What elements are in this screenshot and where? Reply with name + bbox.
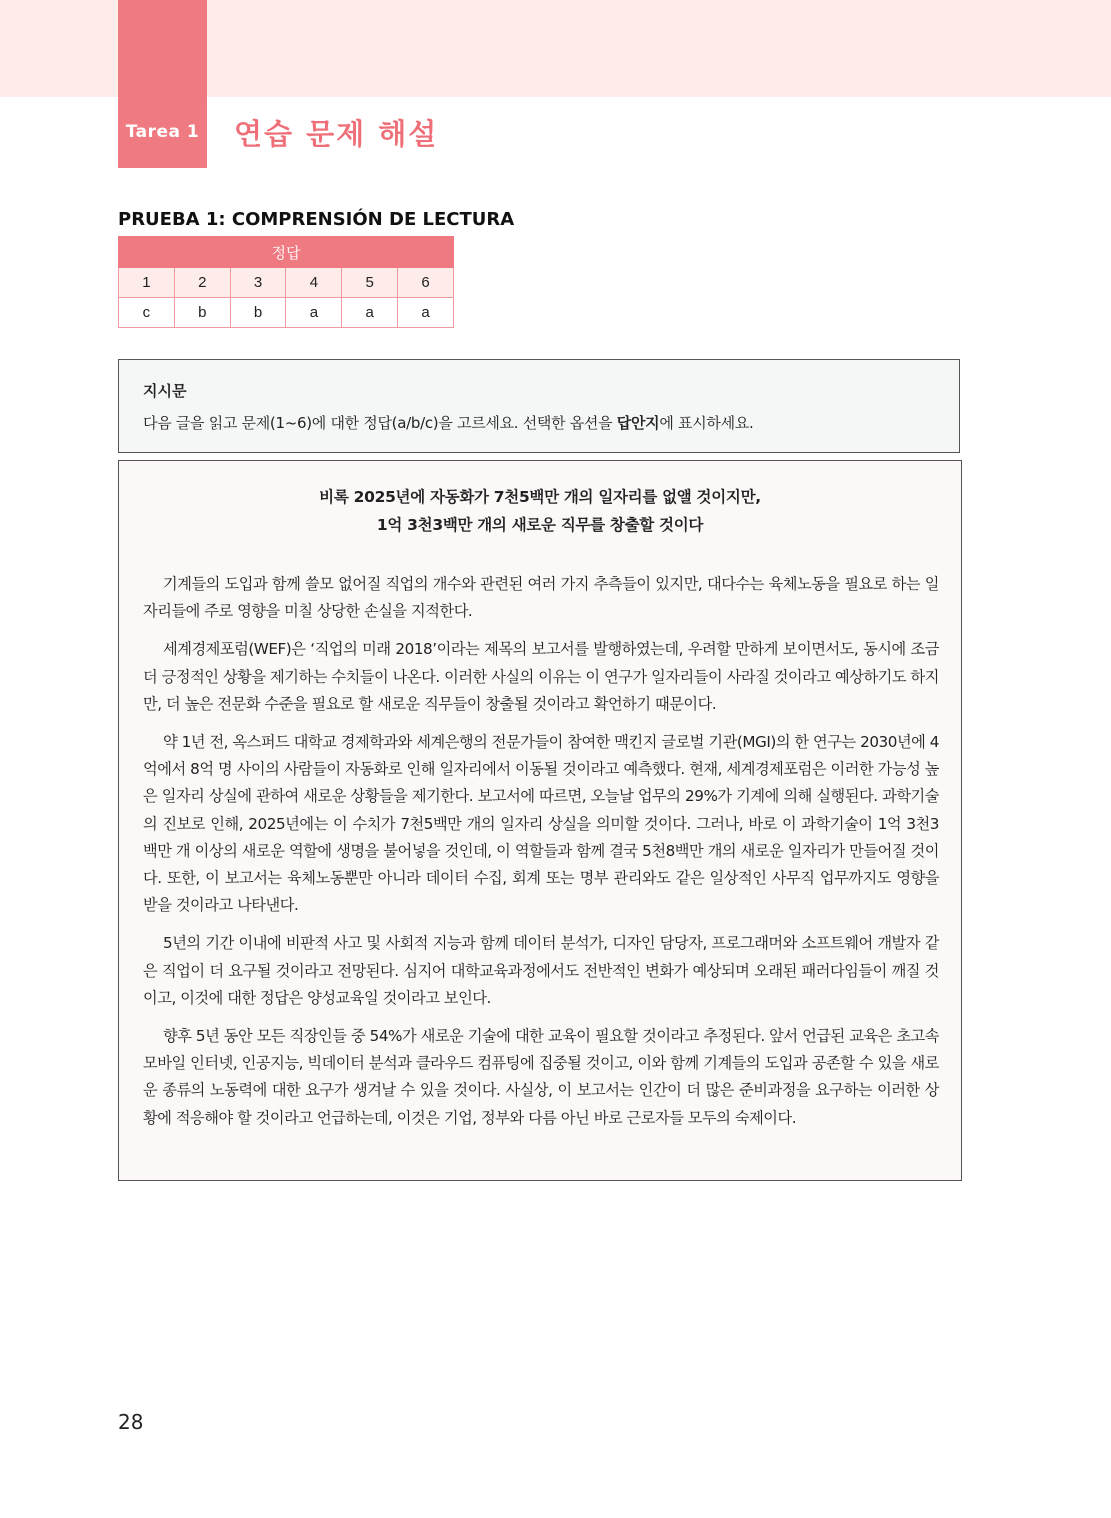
question-number-row xyxy=(119,268,454,298)
question-number: 4 xyxy=(286,268,342,298)
answer-cell: a xyxy=(286,298,342,328)
tarea-label: Tarea 1 xyxy=(125,122,200,142)
question-number: 2 xyxy=(174,268,230,298)
instructions-title: 지시문 xyxy=(143,382,187,400)
answer-cell: b xyxy=(174,298,230,328)
instructions-text-before: 다음 글을 읽고 문제(1~6)에 대한 정답(a/b/c)을 고르세요. 선택한 옵션을 xyxy=(143,414,617,432)
answer-cell: a xyxy=(398,298,454,328)
question-number: 3 xyxy=(230,268,286,298)
answer-row xyxy=(119,298,454,328)
headline-line-1: 비록 2025년에 자동화가 7천5백만 개의 일자리를 없앨 것이지만, xyxy=(319,488,761,506)
answer-table xyxy=(118,236,454,328)
answer-cell: a xyxy=(342,298,398,328)
instructions-text xyxy=(143,412,753,433)
question-number: 6 xyxy=(398,268,454,298)
passage-body xyxy=(143,571,939,1143)
headline-line-2: 1억 3천3백만 개의 새로운 직무를 창출할 것이다 xyxy=(376,516,704,534)
paragraph: 5년의 기간 이내에 비판적 사고 및 사회적 지능과 함께 데이터 분석가, 디자인 담당자, 프로그래머와 소프트웨어 개발자 같은 직업이 더 요구될 것이라고 전망된다. 심지어 대학교육과정에서도 전반적인 변화가 예상되며 오래된 패러다임들이 깨질 것이고, 이것에 대한 정답은 양성교육일 것이라고 보인다. xyxy=(143,934,939,1007)
instructions-text-after: 에 표시하세요. xyxy=(659,414,754,432)
question-number: 5 xyxy=(342,268,398,298)
instructions-text-bold: 답안지 xyxy=(616,414,660,432)
passage-headline xyxy=(119,483,961,539)
section-title: 연습 문제 해설 xyxy=(234,117,439,151)
answer-cell: b xyxy=(230,298,286,328)
reading-passage xyxy=(118,460,962,1181)
question-number: 1 xyxy=(119,268,175,298)
answer-cell: c xyxy=(119,298,175,328)
paragraph: 세계경제포럼(WEF)은 ‘직업의 미래 2018’이라는 제목의 보고서를 발행하였는데, 우려할 만하게 보이면서도, 동시에 조금 더 긍정적인 상황을 제기하는 수치들이 나온다. 이러한 사실의 이유는 이 연구가 일자리들이 사라질 것이라고 예상하기도 하지만, 더 높은 전문화 수준을 필요로 할 새로운 직무들이 창출될 것이라고 확언하기 때문이다. xyxy=(143,640,939,713)
answer-table-header: 정답 xyxy=(119,237,454,268)
tarea-tab xyxy=(118,0,207,168)
prueba-heading: PRUEBA 1: COMPRENSIÓN DE LECTURA xyxy=(118,209,515,230)
page-number: 28 xyxy=(118,1410,144,1434)
paragraph: 약 1년 전, 옥스퍼드 대학교 경제학과와 세계은행의 전문가들이 참여한 맥킨지 글로벌 기관(MGI)의 한 연구는 2030년에 4억에서 8억 명 사이의 사람들이 자동화로 인해 일자리에서 이동될 것이라고 예측했다. 현재, 세계경제포럼은 이러한 가능성 높은 일자리 상실에 관하여 새로운 상황들을 제기한다. 보고서에 따르면, 오늘날 업무의 29%가 기계에 의해 실행된다. 과학기술의 진보로 인해, 2025년에는 이 수치가 7천5백만 개의 일자리 상실을 의미할 것이다. 그러나, 바로 이 과학기술이 1억 3천3백만 개 이상의 새로운 역할에 생명을 불어넣을 것인데, 이 역할들과 함께 결국 5천8백만 개의 새로운 일자리가 만들어질 것이다. 또한, 이 보고서는 육체노동뿐만 아니라 데이터 수집, 회계 또는 명부 관리와도 같은 일상적인 사무직 업무까지도 영향을 받을 것이라고 나타낸다. xyxy=(143,733,939,915)
paragraph: 기계들의 도입과 함께 쓸모 없어질 직업의 개수와 관련된 여러 가지 추측들이 있지만, 대다수는 육체노동을 필요로 하는 일자리들에 주로 영향을 미칠 상당한 손실을 지적한다. xyxy=(143,575,939,621)
instructions-box xyxy=(118,359,960,453)
paragraph: 향후 5년 동안 모든 직장인들 중 54%가 새로운 기술에 대한 교육이 필요할 것이라고 추정된다. 앞서 언급된 교육은 초고속 모바일 인터넷, 인공지능, 빅데이터 분석과 클라우드 컴퓨팅에 집중될 것이고, 이와 함께 기계들의 도입과 공존할 수 있을 새로운 종류의 노동력에 대한 요구가 생겨날 수 있을 것이다. 사실상, 이 보고서는 인간이 더 많은 준비과정을 요구하는 이러한 상황에 적응해야 할 것이라고 언급하는데, 이것은 기업, 정부와 다름 아닌 바로 근로자들 모두의 숙제이다. xyxy=(143,1027,939,1127)
